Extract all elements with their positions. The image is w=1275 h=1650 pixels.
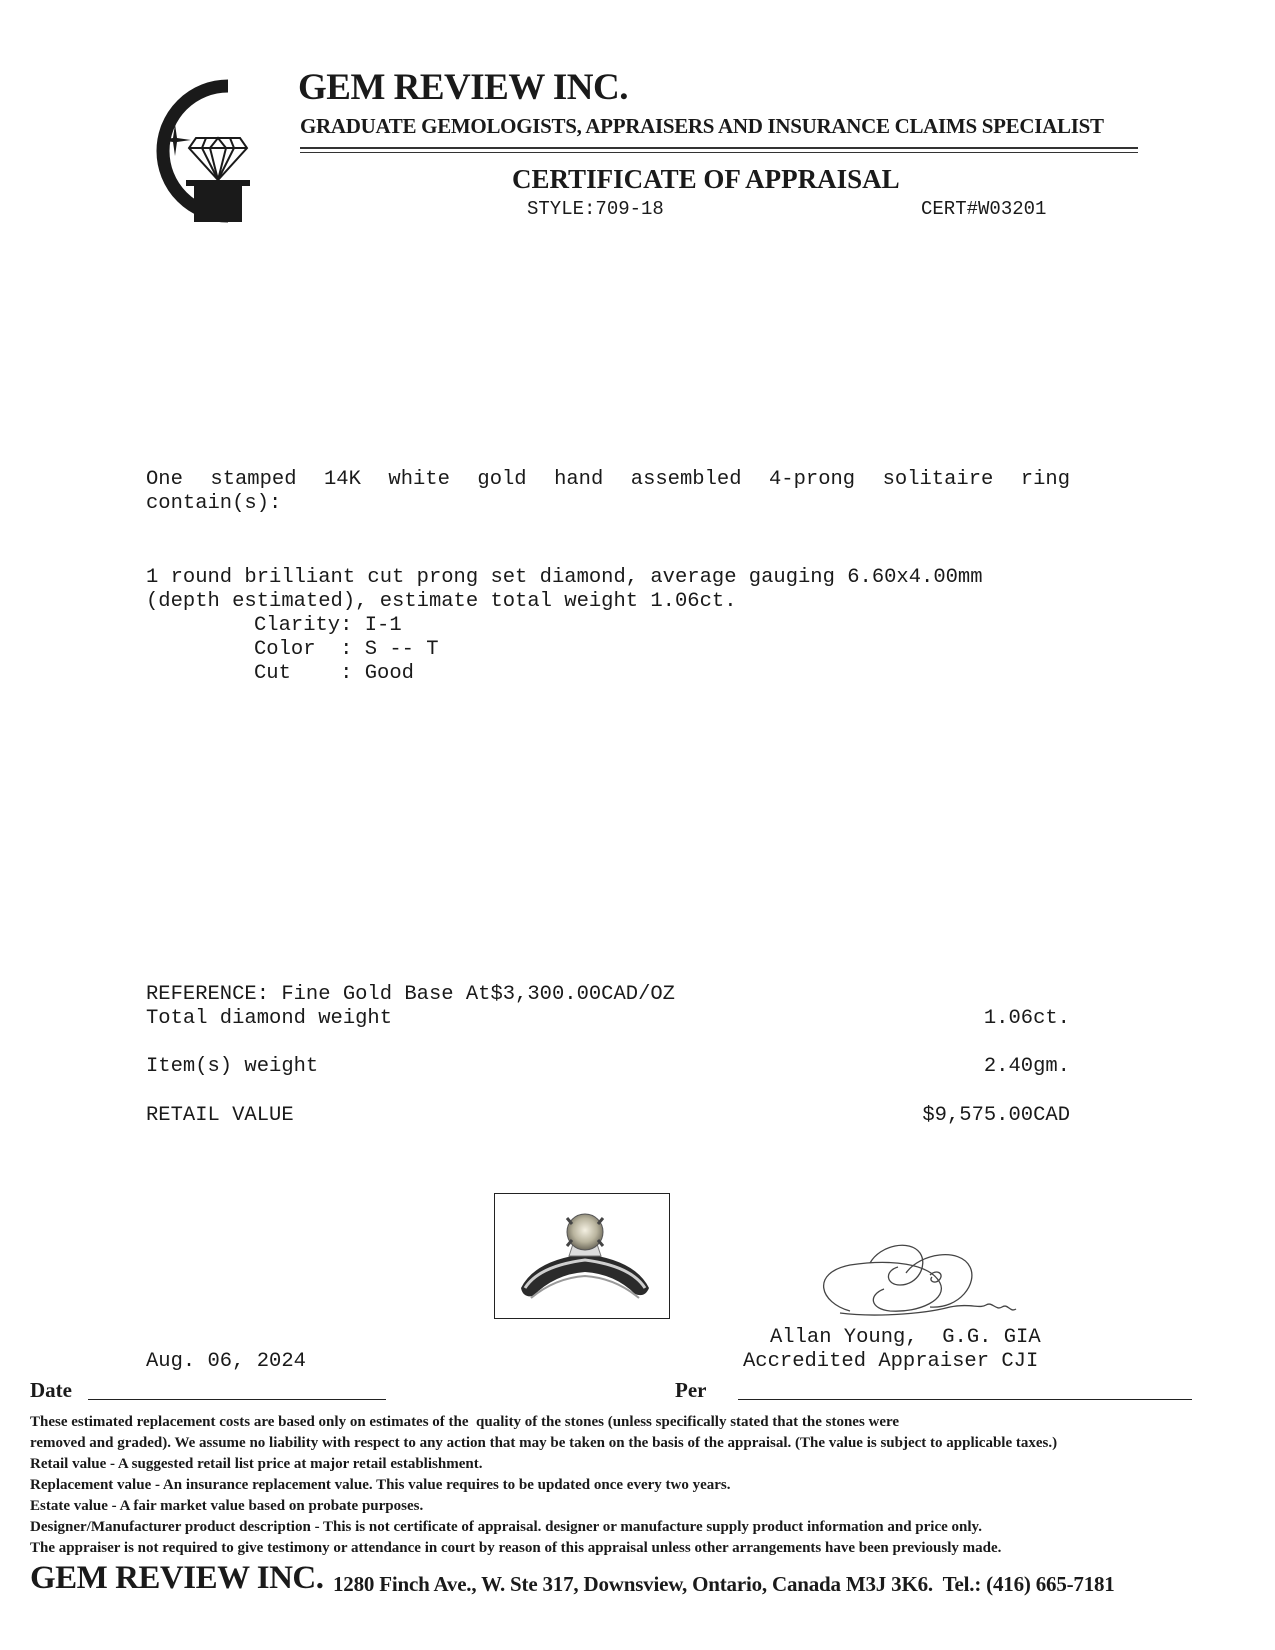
- header-rule: [300, 147, 1138, 149]
- disclaimer-line: Retail value - A suggested retail list price at major retail establishment.: [30, 1456, 483, 1472]
- retail-value-amount: $9,575.00CAD: [922, 1104, 1070, 1127]
- gold-reference: REFERENCE: Fine Gold Base At$3,300.00CAD/OZ: [146, 983, 675, 1006]
- disclaimer-line: removed and graded). We assume no liability with respect to any action that may be taken on the basis of the appraisal. (The value is subject to applicable taxes.): [30, 1435, 1058, 1451]
- diamond-cut: Cut : Good: [254, 662, 414, 685]
- items-weight-label: Item(s) weight: [146, 1055, 319, 1078]
- total-diamond-weight-value: 1.06ct.: [983, 1007, 1070, 1030]
- diamond-color: Color : S -- T: [254, 638, 439, 661]
- items-weight-value: 2.40gm.: [983, 1055, 1070, 1078]
- header-rule-thin: [300, 152, 1138, 153]
- diamond-description-line1: 1 round brilliant cut prong set diamond, average gauging 6.60x4.00mm: [146, 566, 983, 589]
- per-signature-line: [738, 1399, 1192, 1400]
- retail-value-label: RETAIL VALUE: [146, 1104, 294, 1127]
- disclaimer-line: The appraiser is not required to give testimony or attendance in court by reason of this appraisal unless other arrangements have been previously made.: [30, 1540, 1002, 1556]
- appraiser-name: Allan Young, G.G. GIA: [770, 1326, 1041, 1349]
- per-label: Per: [675, 1378, 707, 1402]
- disclaimer-line: These estimated replacement costs are based only on estimates of the quality of the stones (unless specifically stated that the stones were: [30, 1414, 900, 1430]
- footer-address: 1280 Finch Ave., W. Ste 317, Downsview, Ontario, Canada M3J 3K6. Tel.: (416) 665-7181: [333, 1572, 1115, 1596]
- ring-photo: [494, 1193, 670, 1319]
- cert-number: CERT#W03201: [921, 198, 1047, 220]
- date-label: Date: [30, 1378, 72, 1402]
- certificate-title: CERTIFICATE OF APPRAISAL: [512, 164, 900, 194]
- company-tagline: GRADUATE GEMOLOGISTS, APPRAISERS AND INSURANCE CLAIMS SPECIALIST: [300, 114, 1104, 138]
- diamond-description-line2: (depth estimated), estimate total weight 1.06ct.: [146, 590, 737, 613]
- company-logo: [110, 76, 260, 226]
- disclaimer-line: Replacement value - An insurance replacement value. This value requires to be updated once every two years.: [30, 1477, 731, 1493]
- company-name: GEM REVIEW INC.: [298, 67, 628, 108]
- disclaimer-line: Designer/Manufacturer product description - This is not certificate of appraisal. designer or manufacture supply product information and price only.: [30, 1519, 982, 1535]
- total-diamond-weight-label: Total diamond weight: [146, 1007, 393, 1030]
- item-description-line1: One stamped 14K white gold hand assembled 4-prong solitaire ring: [146, 468, 1070, 491]
- date-signature-line: [88, 1399, 386, 1400]
- item-description-line2: contain(s):: [146, 492, 282, 515]
- disclaimer-line: Estate value - A fair market value based on probate purposes.: [30, 1498, 424, 1514]
- appraiser-signature: [810, 1233, 1050, 1333]
- footer-company-name: GEM REVIEW INC.: [30, 1560, 324, 1596]
- appraisal-date: Aug. 06, 2024: [146, 1350, 306, 1373]
- style-number: STYLE:709-18: [527, 198, 664, 220]
- diamond-clarity: Clarity: I-1: [254, 614, 402, 637]
- appraiser-credential: Accredited Appraiser CJI: [743, 1350, 1039, 1373]
- diamond-icon: [189, 138, 247, 180]
